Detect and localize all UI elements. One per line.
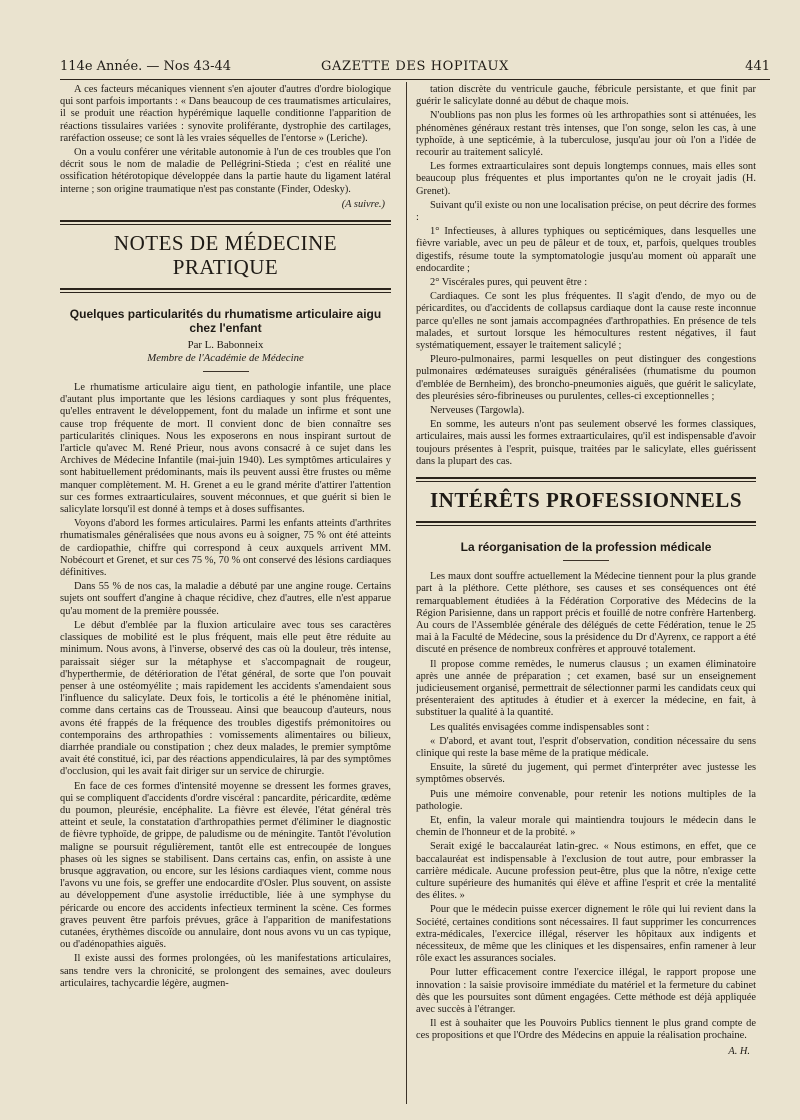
- article-paragraph: Ensuite, la sûreté du jugement, qui permet d'interpréter avec justesse les symptômes observés.: [416, 762, 756, 786]
- article-paragraph: Dans 55 % de nos cas, la maladie a débuté par une angine rouge. Certains sujets ont souffert d'angine à chaque récidive, chez d'autres, elle n'est apparue qu'au moment de la première poussée.: [60, 581, 391, 617]
- article-paragraph: 1° Infectieuses, à allures typhiques ou septicémiques, dans lesquelles une fièvre variable, avec un peu de pâleur et de toux, et, parfois, quelques troubles digestifs, résume toute la symptomatologie jusqu'au moment où apparaît une endocardite ;: [416, 226, 756, 274]
- header-rule: [60, 79, 770, 80]
- intro-paragraph: A ces facteurs mécaniques viennent s'en ajouter d'autres d'ordre biologique qui sont parfois importants : « Dans beaucoup de ces traumatismes articulaires, il se produit une réaction hypérémique laquelle conditionne l'apparition de réactions tissulaires variées : synovite proliférante, dystrophie des cartilages, raréfaction osseuse; ce sont là les vraies séquelles de l'entorse » (Leriche).: [60, 84, 391, 144]
- article-paragraph: Nerveuses (Targowla).: [430, 405, 525, 417]
- article-title: Quelques particularités du rhumatisme articulaire aigu chez l'enfant: [69, 307, 382, 336]
- article-paragraph: Pour lutter efficacement contre l'exercice illégal, le rapport propose une innovation : la saisie provisoire immédiate du matériel et la fermeture du cabinet dès que les poursuites sont dûment engagées. Cette méthode est déjà appliquée avec succès à l'étranger.: [416, 967, 756, 1015]
- article-paragraph: Il propose comme remèdes, le numerus clausus ; un examen éliminatoire après une année de préparation ; cet examen, basé sur un enseignement judicieusement organisé, permettrait de sélectionner parmi les candidats ceux qui présenteraient des aptitudes à étudier et à exercer la médecine, en fait, à substituer la qualité à la quantité.: [416, 658, 756, 719]
- right-column: [416, 84, 756, 1104]
- article-paragraph: Le début d'emblée par la fluxion articulaire avec tous ses caractères classiques de mobilité est le plus fréquent, mais elle peut être réduite au minimum. Nous avons, à l'inverse, observé des cas où la douleur, très intense, paraissait siéger sur la métaphyse et s'accompagnait de rougeur, d'hyperthermie, de détérioration de l'état général, de sorte que l'on pouvait penser à une ostéomyélite ; mais rapidement les accidents s'amendaient sous l'influence du salicylate. Deux fois, le torticolis a été le phénomène initial, comme dans certains cas de Trousseau. Ainsi que beaucoup d'auteurs, nous avons été frappés de la fréquence des troubles digestifs prémonitoires ou contemporains des arthropathies : vomissements alimentaires ou bilieux, diarrhée prandiale ou constipation ; chez deux malades, le premier symptôme avait été constitué, ici, par des réactions appendiculaires, là par des symptômes d'occlusion, qui les avait fait diriger sur un service de chirurgie.: [60, 619, 391, 778]
- column-divider: [406, 82, 407, 1104]
- section-rule: [416, 521, 756, 526]
- article-paragraph: Les formes extraarticulaires sont depuis longtemps connues, mais elles sont beaucoup plus fréquentes et plus importantes qu'on ne le croyait jadis (H. Grenet).: [416, 161, 756, 197]
- author-affiliation: Membre de l'Académie de Médecine: [147, 352, 304, 365]
- article-title: La réorganisation de la profession médicale: [460, 540, 712, 555]
- article-paragraph: 2° Viscérales pures, qui peuvent être :: [430, 277, 588, 289]
- section-rule: [416, 477, 756, 482]
- article-paragraph: Les qualités envisagées comme indispensables sont :: [430, 721, 650, 733]
- article-paragraph: Serait exigé le baccalauréat latin-grec. « Nous estimons, en effet, que ce baccalauréat est indispensable à l'exclusion de tout autre, pour embrasser la carrière médicale. Aucune profession peut-être, plus que la nôtre, n'exige cette culture supérieure des humanités qui élève et affine l'esprit et crée la mentalité des élites. »: [416, 841, 756, 902]
- left-column: [60, 84, 391, 1104]
- article-author: Par L. Babonneix: [187, 339, 264, 352]
- article-signature: A. H.: [728, 1045, 750, 1057]
- article-paragraph: En face de ces formes d'intensité moyenne se dressent les formes graves, qui se compliquent d'accidents d'ordre viscéral : pancardite, péricardite, œdème du poumon, pleurésie, encéphalite. La fièvre est élevée, l'état général très atteint et seule, la constatation d'arthropathies permet d'éliminer le diagnostic de fièvre typhoïde, de grippe, de paludisme ou de méningite. Tantôt l'évolution maligne se poursuit régulièrement, tantôt elle est entrecoupée de longues phases où les signes se stabilisent. Dans certains cas, enfin, on assiste à une brusque aggravation, ou encore, sur les lésions cardiaques vient, comme nous l'avons vu une fois, se greffer une endocardite d'Osler. Plus souvent, on assiste au développement d'une asystolie irréductible, liée à une symphyse du péricarde ou encore des accidents infectieux terminent la scène. Ces formes graves peuvent être parfois prévues, grâce à l'apparition de manifestations cutanées, érythèmes discoïde ou annulaire, dont nous avons vu un cas typique, ou d'adénopathies aiguës.: [60, 780, 391, 951]
- title-rule: [563, 560, 609, 561]
- article-paragraph: tation discrète du ventricule gauche, fébricule persistante, et que finit par guérir le salicylate donné au début de chaque mois.: [416, 84, 756, 108]
- article-paragraph: Et, enfin, la valeur morale qui maintiendra toujours le médecin dans le chemin de l'honneur et de la probité. »: [416, 814, 756, 839]
- issue-number: 114e Année. — Nos 43-44: [60, 59, 232, 74]
- article-paragraph: Suivant qu'il existe ou non une localisation précise, on peut décrire des formes :: [416, 199, 756, 224]
- article-paragraph: Il existe aussi des formes prolongées, où les manifestations articulaires, sans tendre vers la chronicité, se prolongent des semaines, avec douleurs articulaires, tachycardie légère, augmen-: [60, 953, 391, 989]
- article-paragraph: Il est à souhaiter que les Pouvoirs Publics tiennent le plus grand compte de ces propositions et que l'Ordre des Médecins en appuie la réalisation prochaine.: [416, 1018, 756, 1042]
- intro-paragraph: On a voulu conférer une véritable autonomie à l'un de ces troubles que l'on décrit sous le nom de maladie de Pellégrini-Stieda ; c'est en réalité une ossification hétérotopique développée dans la partie haute du ligament latéral interne ; son origine traumatique n'est pas constante (Finder, Odesky).: [60, 147, 391, 195]
- article-paragraph: En somme, les auteurs n'ont pas seulement observé les formes classiques, articulaires, mais aussi les formes extraarticulaires, qu'il est indispensable d'avoir toujours présentes à l'esprit, puisque, traitées par le salicylate, elles guérissent dans la plupart des cas.: [416, 419, 756, 467]
- article-paragraph: Le rhumatisme articulaire aigu tient, en pathologie infantile, une place d'autant plus importante que les lésions cardiaques y sont plus fréquentes, qu'elles entravent le développement, font du malade un infirme et sont une cause trop fréquente de mort. Il convient donc de bien connaître ses particularités cliniques. Nous les exposerons en nous inspirant surtout de l'article qu'avec M. René Prieur, nous avons consacré à ce sujet dans les Archives de Médecine Infantile (mai-juin 1940). Les symptômes articulaires y sont habituellement prédominants, mais ils peuvent aussi être frustes ou même manquer complètement. M. H. Grenet a eu le grand mérite d'attirer l'attention sur ces formes extraarticulaires, souvent méconnues, et que guérit si bien le salicylate lorsqu'il est donné à temps et à doses suffisantes.: [60, 382, 391, 516]
- article-paragraph: Pleuro-pulmonaires, parmi lesquelles on peut distinguer des congestions pulmonaires œdémateuses suraiguës généralisées (rhumatisme du poumon d'emblée de Bernheim), des broncho-pneumonies aiguës, que guérit le salicylate, des pleurésies séro-fibrineuses ou purulentes, celles-ci exceptionnelles ;: [416, 354, 756, 402]
- article-paragraph: Voyons d'abord les formes articulaires. Parmi les enfants atteints d'arthrites rhumatismales généralisées que nous avons eu à soigner, 75 % ont été atteints de cardiopathie, chiffre qui correspond à ceux auxquels arrivent MM. Nobécourt et Grenet, et sur ces 75 %, 70 % ont conservé des lésions cardiaques définitives.: [60, 518, 391, 579]
- article-paragraph: Pour que le médecin puisse exercer dignement le rôle qui lui revient dans la Société, certaines conditions sont nécessaires. Il faut supprimer les concurrences extra-médicales, l'exercice illégal, réserver les hôpitaux aux indigents et nécessiteux, de même que les cliniques et les dispensaires, enfin ramener à leur rôle exact les assurances sociales.: [416, 904, 756, 965]
- to-be-continued: (A suivre.): [341, 198, 385, 210]
- section-rule: [60, 220, 391, 225]
- article-paragraph: « D'abord, et avant tout, l'esprit d'observation, condition nécessaire du sens clinique qui reste la base même de la pratique médicale.: [416, 735, 756, 759]
- article-paragraph: Les maux dont souffre actuellement la Médecine tiennent pour la plus grande part à la pléthore. Cette pléthore, ses causes et ses conséquences ont été remarquablement étudiées à la Fédération Corporative des Médecins de la Région Parisienne, dans un rapport précis et fouillé de notre confrère Hartenberg. Au cours de l'Assemblée générale des délégués de cette Fédération, tenue le 25 mai à la Faculté de Médecine, sous la présidence du Dr d'Ayrenx, ce rapport a été discuté en présence de nombreux confrères et approuvé totalement.: [416, 571, 756, 656]
- section-rule: [60, 288, 391, 293]
- article-paragraph: N'oublions pas non plus les formes où les arthropathies sont si atténuées, les phénomènes généraux restant très intenses, que l'on songe, selon les cas, à une typhoïde, à une septicémie, à la tuberculose, jusqu'au jour où l'on a l'idée de recourir au traitement salicylé.: [416, 110, 756, 159]
- section-title: NOTES DE MÉDECINE PRATIQUE: [113, 231, 338, 280]
- page-number: 441: [745, 59, 770, 74]
- title-rule: [203, 371, 249, 372]
- article-paragraph: Cardiaques. Ce sont les plus fréquentes. Il s'agit d'endo, de myo ou de péricardites, ou d'accidents de collapsus cardiaque dont la cause reste inconnue parce qu'elles ne sont jamais accompagnées d'arthropathies. En présence de tels malades, et surtout lorsque les hémocultures restent négatives, il faut systématiquement, essayer le traitement salicylé ;: [416, 291, 756, 352]
- section-title: INTÉRÊTS PROFESSIONNELS: [429, 488, 742, 513]
- article-paragraph: Puis une mémoire convenable, pour retenir les notions multiples de la pathologie.: [416, 788, 756, 812]
- publication-title: GAZETTE DES HOPITAUX: [321, 59, 509, 74]
- page-header: [60, 58, 770, 76]
